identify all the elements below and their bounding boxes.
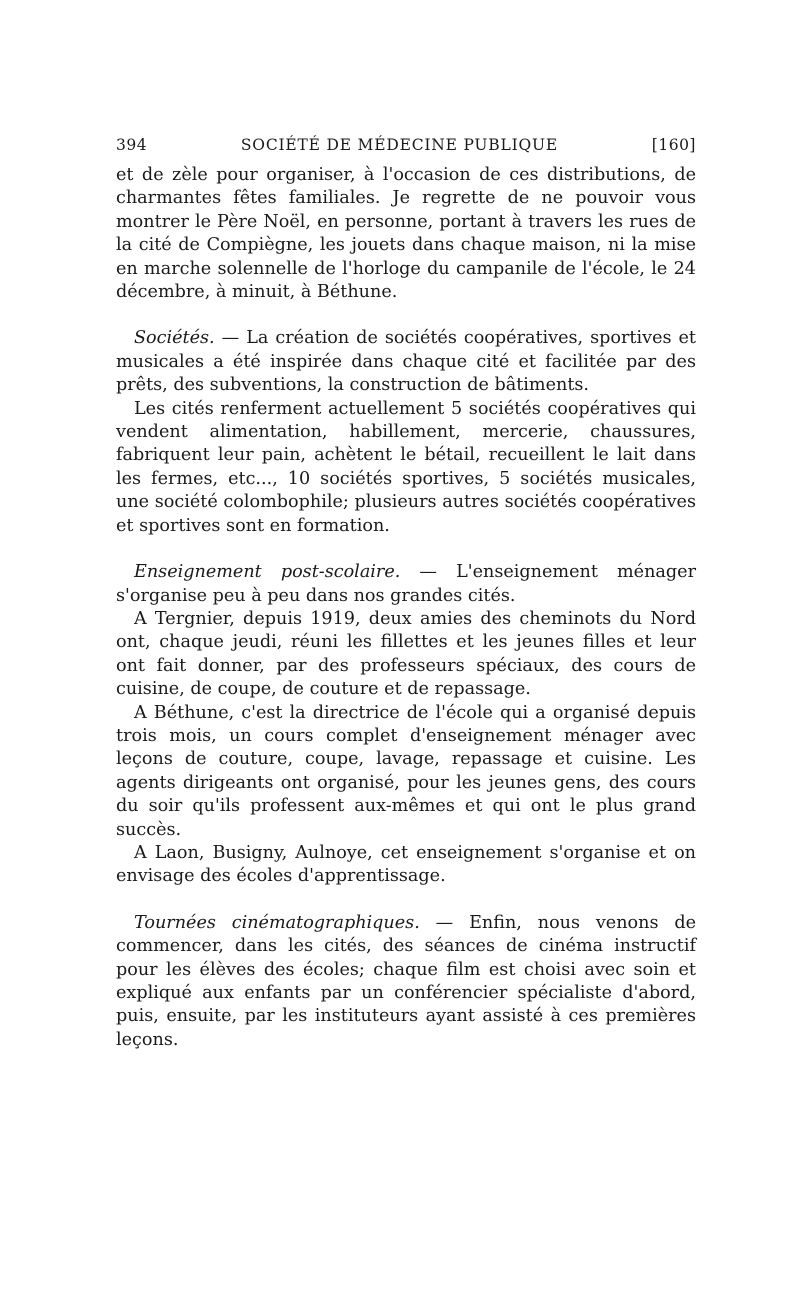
body-text: [116, 164, 696, 1052]
running-header: [116, 136, 696, 154]
section-title-tournees: Tournées cinématographiques.: [134, 912, 420, 933]
folio-number: [160]: [651, 136, 696, 154]
paragraph-bethune: A Béthune, c'est la directrice de l'école qui a organisé depuis trois mois, un cours complet d'enseignement ménager avec leçons de couture, coupe, lavage, repassage et cuisine. Les agents dirigeants ont organisé, pour les jeunes gens, des cours du soir qu'ils professent aux-mêmes et qui ont le plus grand succès.: [116, 702, 696, 840]
section-text-societes: — La création de sociétés coopératives, sportives et musicales a été inspirée dans chaque cité et facilitée par des prêts, des subventions, la construction de bâtiments.: [116, 328, 696, 396]
section-text-tournees: — Enfin, nous venons de commencer, dans les cités, des séances de cinéma instructif pour les élèves des écoles; chaque film est choisi avec soin et expliqué aux enfants par un conférencier spécialiste d'abord, puis, ensuite, par les instituteurs ayant assisté à ces premières leçons.: [116, 912, 697, 1050]
section-title-enseignement: Enseignement post-scolaire.: [134, 562, 401, 583]
section-text-enseignement: — L'enseignement ménager s'organise peu à peu dans nos grandes cités.: [116, 562, 696, 606]
paragraph-societes: [116, 327, 696, 397]
paragraph-cites: Les cités renferment actuellement 5 sociétés coopératives qui vendent alimentation, habillement, mercerie, chaussures, fabriquent leur pain, achètent le bétail, recueillent le lait dans les fermes, etc..., 10 sociétés sportives, 5 sociétés musicales, une société colombophile; plusieurs autres sociétés coopératives et sportives sont en formation.: [116, 398, 696, 536]
paragraph-tergnier: A Tergnier, depuis 1919, deux amies des cheminots du Nord ont, chaque jeudi, réuni les fillettes et les jeunes filles et leur ont fait donner, par des professeurs spéciaux, des cours de cuisine, de coupe, de couture et de repassage.: [116, 608, 696, 700]
paragraph-enseignement: [116, 561, 696, 608]
page-number: 394: [116, 136, 148, 154]
section-title-societes: Sociétés.: [134, 328, 215, 349]
running-title: SOCIÉTÉ DE MÉDECINE PUBLIQUE: [240, 136, 558, 154]
book-page: [116, 136, 696, 1052]
paragraph-laon: A Laon, Busigny, Aulnoye, cet enseignement s'organise et on envisage des écoles d'apprentissage.: [116, 842, 696, 887]
paragraph-fetes: et de zèle pour organiser, à l'occasion de ces distributions, de charmantes fêtes familiales. Je regrette de ne pouvoir vous montrer le Père Noël, en personne, portant à travers les rues de la cité de Compiègne, les jouets dans chaque maison, ni la mise en marche solennelle de l'horloge du campanile de l'école, le 24 décembre, à minuit, à Béthune.: [116, 165, 696, 303]
paragraph-tournees: [116, 912, 696, 1052]
